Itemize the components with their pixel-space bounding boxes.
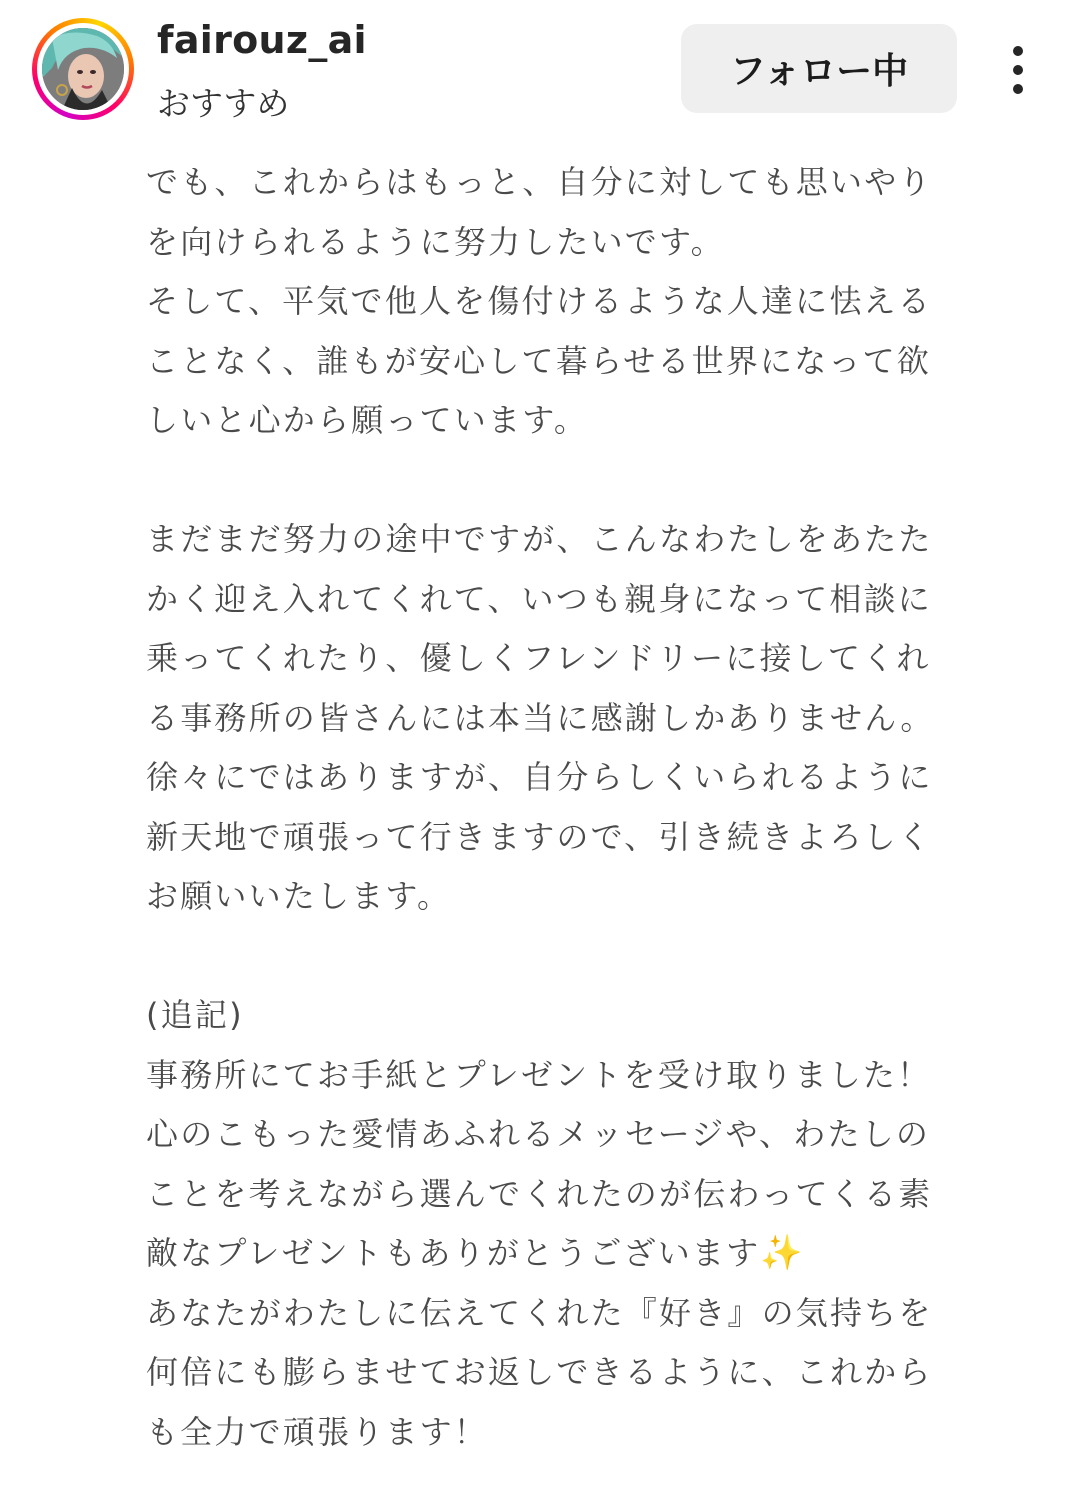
- username[interactable]: fairouz_ai: [157, 18, 367, 62]
- caption-line: 何倍にも膨らませてお返しできるように、これから: [146, 1353, 933, 1391]
- caption-line: も全力で頑張ります！: [146, 1412, 489, 1451]
- caption-line: ことなく、誰もが安心して暮らせる世界になって欲: [146, 341, 932, 380]
- paragraph-spacer: [146, 927, 936, 987]
- caption-line: 心のこもった愛情あふれるメッセージや、わたしの: [146, 1115, 931, 1153]
- caption-line: [146, 1224, 936, 1284]
- sparkles-icon: ✨: [760, 1233, 803, 1273]
- caption-line: 事務所にてお手紙とプレゼントを受け取りました！: [146, 1055, 932, 1094]
- more-dot: [1013, 46, 1023, 56]
- caption-line: 新天地で頑張って行きますので、引き続きよろしく: [146, 817, 932, 856]
- caption-line: まだまだ努力の途中ですが、こんなわたしをあたた: [146, 520, 933, 558]
- caption-line: そして、平気で他人を傷付けるような人達に怯える: [146, 282, 932, 320]
- recommendation-label: おすすめ: [157, 84, 290, 123]
- caption-paragraph-1: [146, 153, 936, 451]
- caption-line: (追記): [146, 996, 244, 1034]
- caption-line: しいと心から願っています。: [146, 401, 589, 439]
- caption-line: あなたがわたしに伝えてくれた『好き』の気持ちを: [146, 1293, 933, 1332]
- more-dot: [1013, 65, 1023, 75]
- following-button[interactable]: フォロー中: [681, 24, 957, 113]
- more-vertical-icon[interactable]: [996, 40, 1040, 100]
- more-dot: [1013, 84, 1023, 94]
- caption-line: かく迎え入れてくれて、いつも親身になって相談に: [146, 579, 932, 618]
- caption-paragraph-2: [146, 510, 936, 927]
- caption-line: でも、これからはもっと、自分に対しても思いやり: [146, 163, 933, 201]
- caption-line-text: 敵なプレゼントもありがとうございます: [146, 1234, 761, 1272]
- post-header: [0, 0, 1080, 140]
- caption-paragraph-3: [146, 986, 936, 1462]
- caption-line: 乗ってくれたり、優しくフレンドリーに接してくれ: [146, 639, 931, 677]
- avatar[interactable]: [32, 18, 134, 120]
- caption-line: ことを考えながら選んでくれたのが伝わってくる素: [146, 1174, 933, 1213]
- caption-line: 徐々にではありますが、自分らしくいられるように: [146, 758, 933, 796]
- caption-line: を向けられるように努力したいです。: [146, 222, 725, 261]
- caption-line: る事務所の皆さんには本当に感謝しかありません。: [146, 698, 935, 737]
- caption-line: お願いいたします。: [146, 877, 452, 915]
- post-caption: [146, 153, 936, 1462]
- avatar-image: [42, 28, 124, 110]
- paragraph-spacer: [146, 451, 936, 511]
- avatar-portrait-icon: [42, 28, 124, 110]
